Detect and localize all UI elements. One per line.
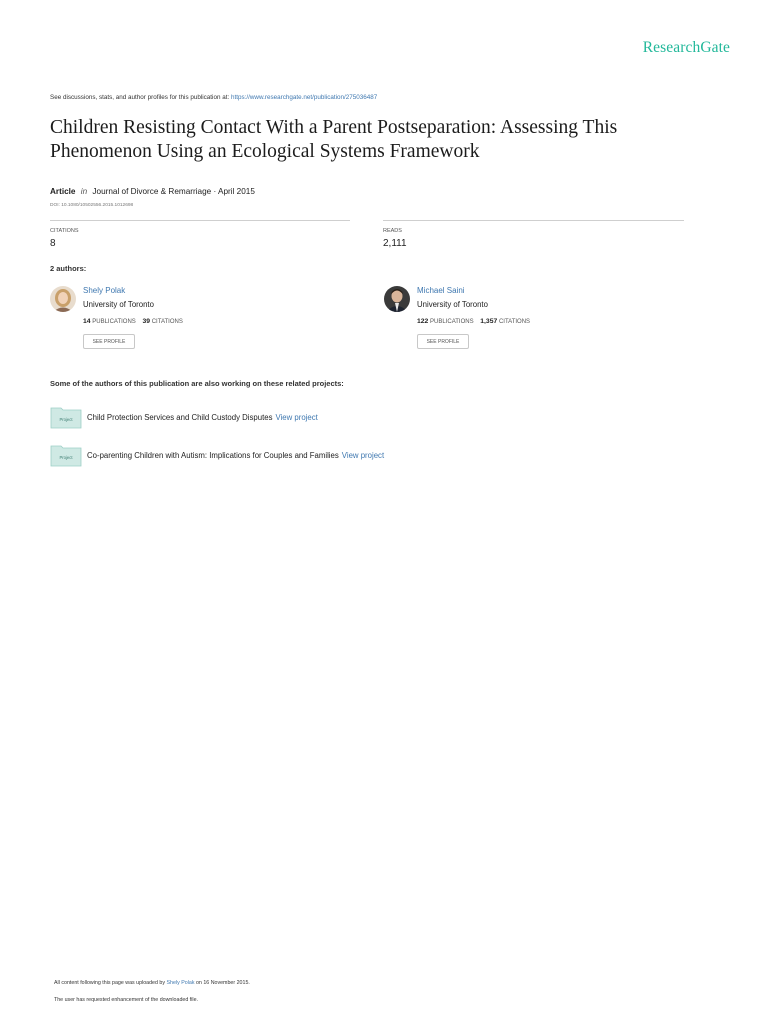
- researchgate-logo[interactable]: ResearchGate: [642, 39, 730, 56]
- author-name-link[interactable]: Michael Saini: [417, 286, 465, 295]
- see-profile-button[interactable]: SEE PROFILE: [83, 334, 135, 349]
- project-title: Child Protection Services and Child Custody Disputes: [87, 413, 273, 422]
- avatar[interactable]: [384, 286, 410, 312]
- citations-label: CITATIONS: [50, 228, 79, 234]
- publication-source-note: [50, 94, 377, 101]
- authors-heading: 2 authors:: [50, 264, 87, 273]
- publication-url-link[interactable]: https://www.researchgate.net/publication/275036487: [230, 94, 378, 101]
- title-line-2: Phenomenon Using an Ecological Systems Framework: [50, 141, 480, 162]
- author-name-link[interactable]: Shely Polak: [83, 286, 126, 295]
- avatar[interactable]: [50, 286, 76, 312]
- author-citations-label: CITATIONS: [151, 319, 183, 325]
- doi: DOI: 10.1080/10502556.2015.1012698: [50, 203, 134, 208]
- upload-note-prefix: All content following this page was uploaded by: [54, 980, 166, 986]
- journal-name: Journal of Divorce & Remarriage: [92, 187, 212, 196]
- author-institution: University of Toronto: [83, 300, 154, 309]
- reads-label: READS: [383, 228, 402, 234]
- project-folder-icon: [50, 443, 82, 467]
- publications-count: 14: [83, 318, 91, 325]
- project-folder-label: Project: [59, 455, 73, 460]
- publication-meta: [50, 187, 255, 196]
- publication-date: · April 2015: [213, 187, 255, 196]
- project-folder-icon: [50, 405, 82, 429]
- project-text: [87, 413, 318, 422]
- see-profile-button[interactable]: SEE PROFILE: [417, 334, 469, 349]
- project-folder-label: Project: [59, 417, 73, 422]
- related-projects-heading: Some of the authors of this publication are also working on these related projects:: [50, 379, 344, 388]
- publications-count: 122: [417, 318, 429, 325]
- author-stats: [83, 318, 183, 325]
- upload-note-suffix: on 16 November 2015.: [195, 980, 250, 986]
- article-type: Article: [50, 187, 76, 196]
- author-citations-count: 39: [142, 318, 151, 325]
- author-institution: University of Toronto: [417, 300, 488, 309]
- project-text: [87, 451, 384, 460]
- view-project-link[interactable]: View project: [275, 413, 318, 422]
- enhancement-note: The user has requested enhancement of the downloaded file.: [54, 997, 198, 1003]
- publication-title: [50, 116, 710, 164]
- uploader-link[interactable]: Shely Polak: [166, 980, 195, 986]
- source-note-text: See discussions, stats, and author profiles for this publication at:: [50, 94, 230, 101]
- publications-label: PUBLICATIONS: [430, 319, 474, 325]
- author-stats: [417, 318, 530, 325]
- author-citations-label: CITATIONS: [498, 319, 531, 325]
- author-citations-count: 1,357: [480, 318, 498, 325]
- divider-right: [383, 220, 684, 221]
- title-line-1: Children Resisting Contact With a Parent Postseparation: Assessing This: [50, 117, 618, 138]
- upload-note: [54, 980, 250, 986]
- meta-in: in: [80, 187, 88, 196]
- view-project-link[interactable]: View project: [341, 451, 385, 460]
- citations-count: 8: [50, 238, 56, 249]
- project-title: Co-parenting Children with Autism: Implications for Couples and Families: [87, 451, 339, 460]
- divider-left: [50, 220, 350, 221]
- publications-label: PUBLICATIONS: [92, 319, 136, 325]
- reads-count: 2,111: [383, 238, 407, 249]
